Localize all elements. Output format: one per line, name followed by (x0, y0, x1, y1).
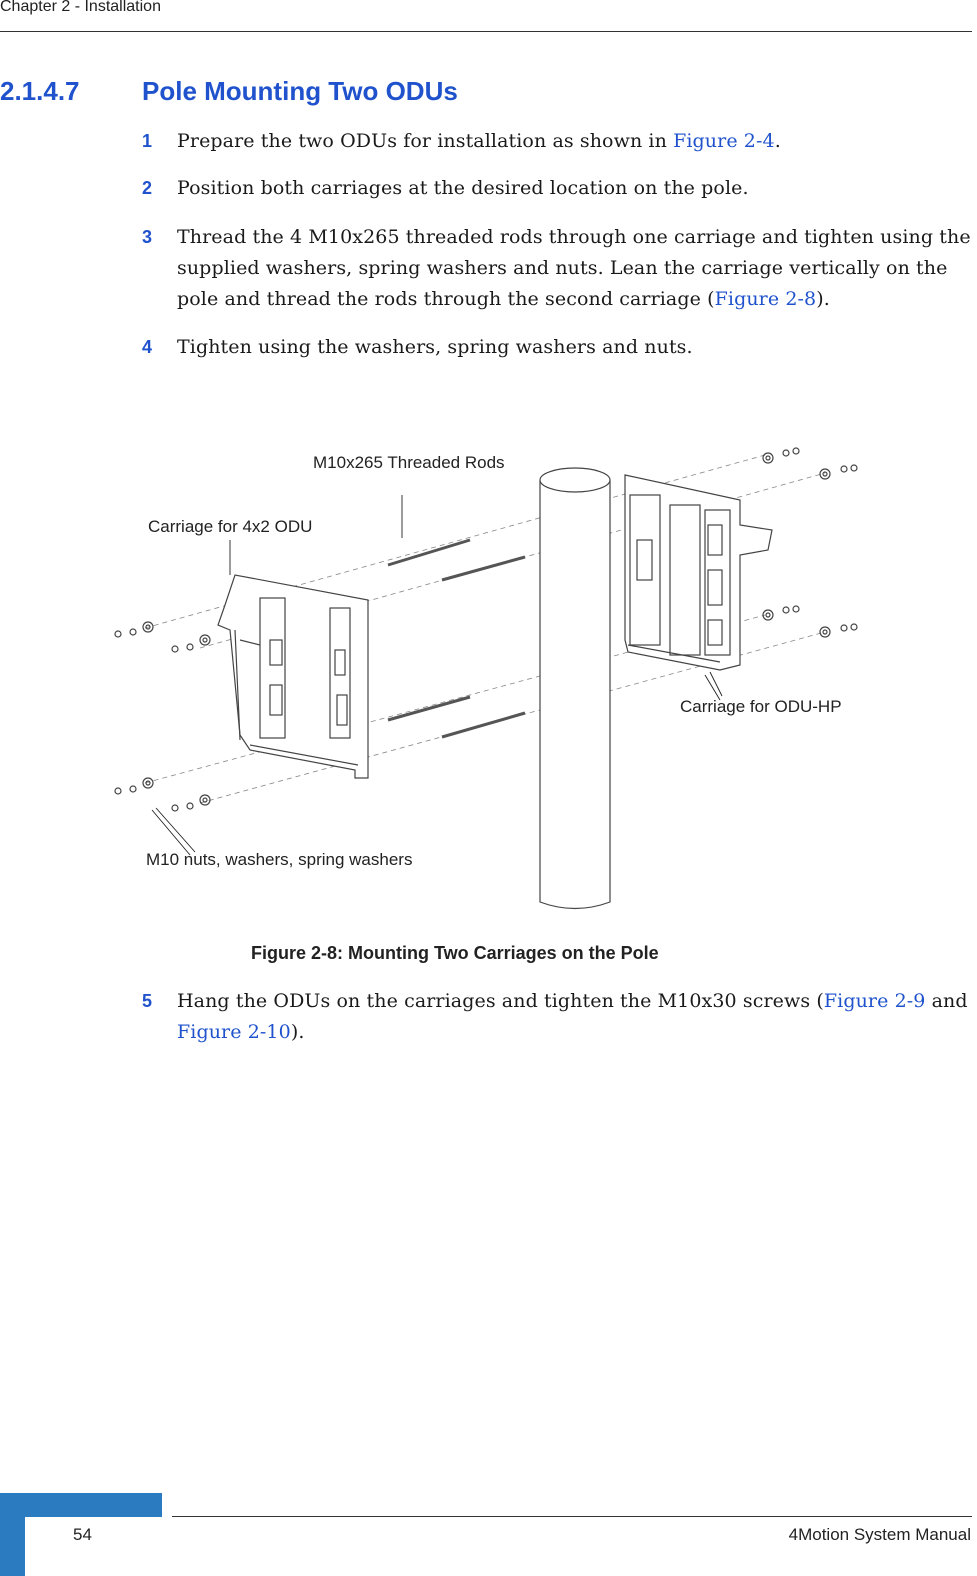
header-rule (0, 31, 972, 32)
step-text: Thread the 4 M10x265 threaded rods through one carriage and tighten using the supplied washers, spring washers and nuts. Lean the carriage vertically on the pole and thread the rods through the second carriage (Figure 2-8). (177, 226, 971, 310)
label-threaded-rods: M10x265 Threaded Rods (313, 453, 505, 472)
nuts-washers-left (115, 622, 210, 811)
label-nuts-washers: M10 nuts, washers, spring washers (146, 850, 413, 869)
pole (540, 468, 610, 909)
manual-name: 4Motion System Manual (788, 1525, 971, 1544)
label-carriage-4x2: Carriage for 4x2 ODU (148, 517, 313, 536)
threaded-rods (388, 540, 525, 737)
step-text: Hang the ODUs on the carriages and tighten the M10x30 screws (Figure 2-9 and Figure 2-10). (177, 990, 968, 1043)
footer-accent-inner (25, 1517, 162, 1576)
figure-link[interactable]: Figure 2-8 (714, 288, 817, 310)
carriage-odu-hp (625, 475, 772, 670)
section-number: 2.1.4.7 (0, 76, 80, 106)
step-text: Position both carriages at the desired location on the pole. (177, 177, 749, 199)
nuts-washers-right (763, 448, 857, 637)
figure-mounting-diagram (100, 440, 880, 920)
step-number: 2 (142, 178, 153, 198)
figure-link[interactable]: Figure 2-4 (673, 130, 775, 152)
figure-link[interactable]: Figure 2-10 (177, 1021, 291, 1043)
step-number: 5 (142, 991, 153, 1011)
running-head: Chapter 2 - Installation (0, 0, 161, 15)
label-carriage-odu-hp: Carriage for ODU-HP (680, 697, 842, 716)
step-text: Prepare the two ODUs for installation as shown in Figure 2-4. (177, 130, 781, 152)
footer-rule (172, 1516, 972, 1517)
step-number: 1 (142, 131, 153, 151)
step-text: Tighten using the washers, spring washers and nuts. (177, 336, 693, 358)
figure-caption: Figure 2-8: Mounting Two Carriages on the Pole (251, 943, 659, 963)
mounting-illustration (100, 440, 880, 920)
section-title: Pole Mounting Two ODUs (142, 76, 458, 106)
figure-link[interactable]: Figure 2-9 (823, 990, 926, 1012)
step-number: 3 (142, 227, 153, 247)
step-number: 4 (142, 337, 153, 357)
page-number: 54 (73, 1525, 92, 1544)
carriage-4x2 (218, 575, 368, 778)
